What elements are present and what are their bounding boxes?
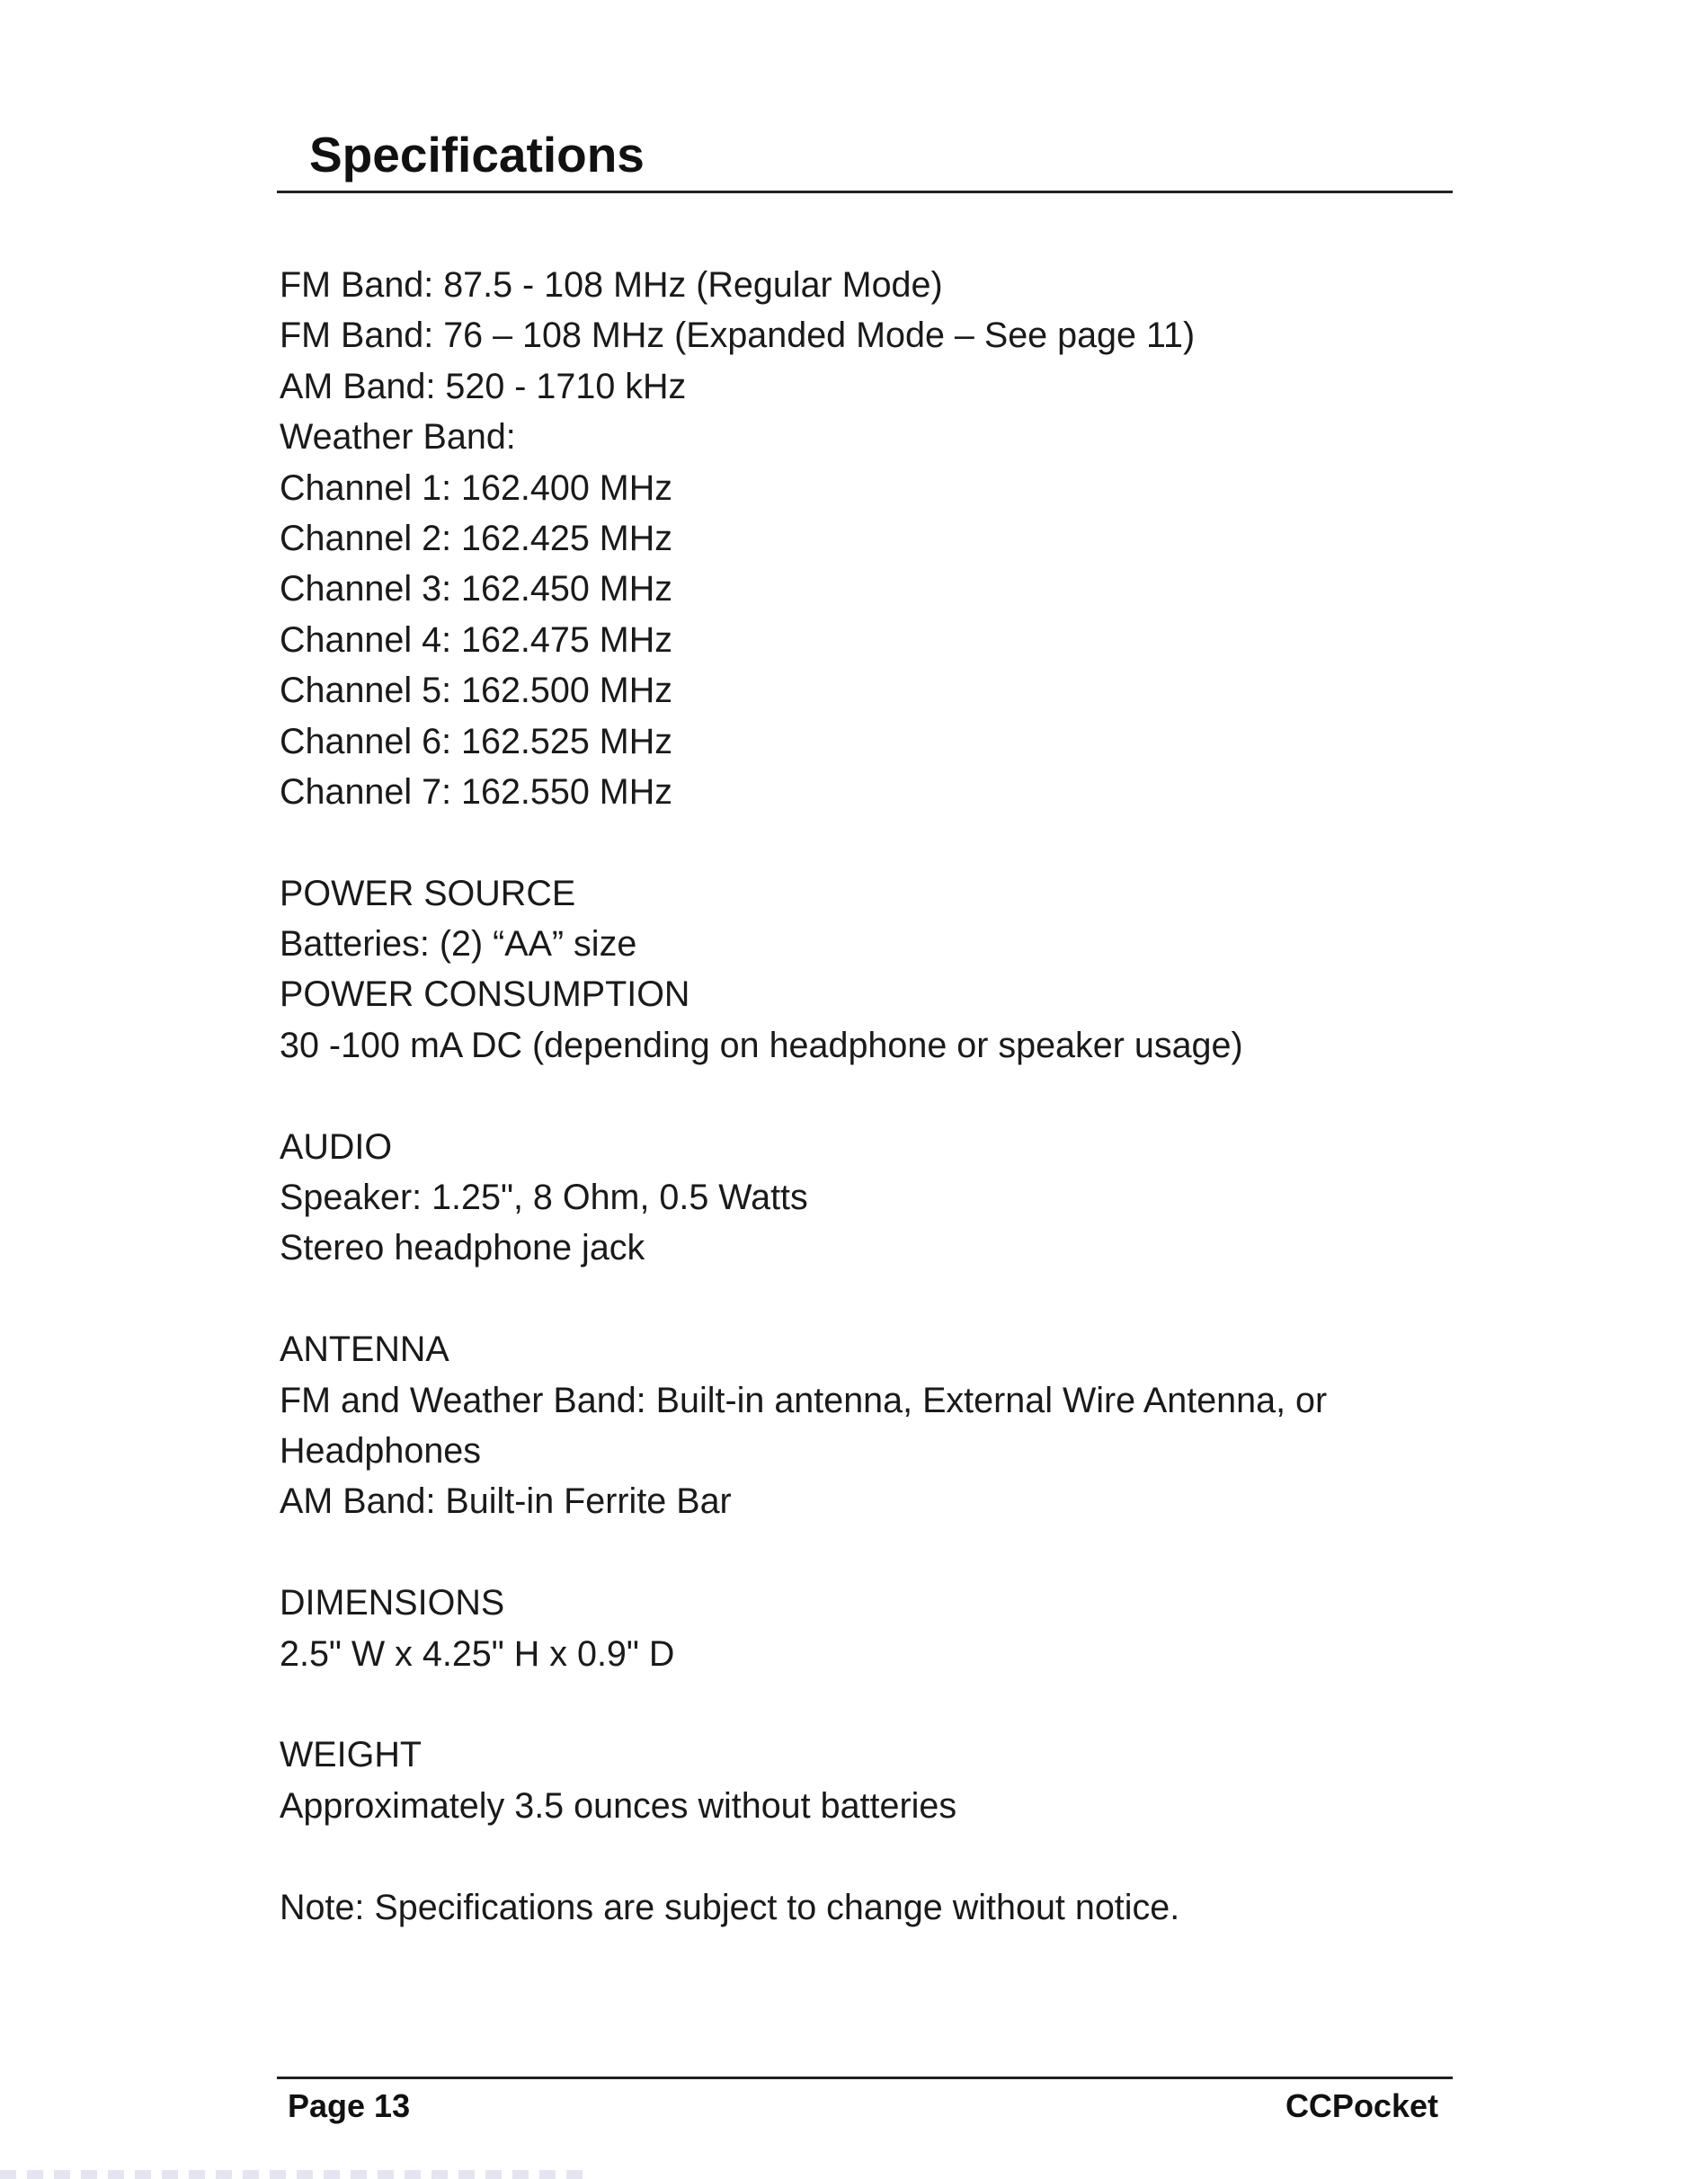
weight-heading: WEIGHT — [280, 1735, 422, 1775]
dimensions-heading: DIMENSIONS — [280, 1583, 505, 1623]
weather-channel: Channel 6: 162.525 MHz — [280, 721, 672, 761]
page-header — [277, 126, 1453, 193]
scan-artifact — [0, 2170, 584, 2179]
spacer — [280, 1831, 1448, 1881]
am-band: AM Band: 520 - 1710 kHz — [280, 366, 687, 406]
power-batteries: Batteries: (2) “AA” size — [280, 924, 637, 965]
weather-channel: Channel 4: 162.475 MHz — [280, 619, 672, 660]
antenna-am: AM Band: Built-in Ferrite Bar — [280, 1481, 732, 1522]
spacer — [280, 1274, 1448, 1324]
dimensions-value: 2.5" W x 4.25" H x 0.9" D — [280, 1633, 675, 1674]
footer-row — [277, 2079, 1453, 2126]
weather-channel: Channel 3: 162.450 MHz — [280, 569, 672, 609]
fm-band-regular: FM Band: 87.5 - 108 MHz (Regular Mode) — [280, 265, 943, 305]
audio-heading: AUDIO — [280, 1126, 393, 1167]
antenna-fm-weather-continued: Headphones — [280, 1430, 482, 1471]
weight-value: Approximately 3.5 ounces without batteries — [280, 1785, 957, 1826]
product-name: CCPocket — [1285, 2087, 1438, 2124]
fm-band-expanded: FM Band: 76 – 108 MHz (Expanded Mode – See page 11) — [280, 316, 1196, 356]
weather-channel: Channel 7: 162.550 MHz — [280, 771, 672, 812]
page-footer — [277, 2077, 1453, 2126]
power-consumption-heading: POWER CONSUMPTION — [280, 974, 690, 1015]
spacer — [280, 1071, 1448, 1121]
weather-band-label: Weather Band: — [280, 417, 516, 458]
power-consumption-value: 30 -100 mA DC (depending on headphone or speaker usage) — [280, 1025, 1243, 1065]
page-number: Page 13 — [288, 2087, 411, 2124]
antenna-heading: ANTENNA — [280, 1330, 449, 1370]
weather-channel: Channel 5: 162.500 MHz — [280, 671, 672, 711]
audio-headphone-jack: Stereo headphone jack — [280, 1228, 645, 1268]
spacer — [280, 1679, 1448, 1730]
antenna-fm-weather: FM and Weather Band: Built-in antenna, External Wire Antenna, or — [280, 1380, 1328, 1420]
title-divider — [277, 191, 1453, 193]
power-source-heading: POWER SOURCE — [280, 873, 576, 913]
weather-channel: Channel 1: 162.400 MHz — [280, 467, 672, 508]
specifications-note: Note: Specifications are subject to change without notice. — [280, 1887, 1180, 1927]
spacer — [280, 1527, 1448, 1578]
spacer — [280, 817, 1448, 867]
audio-speaker: Speaker: 1.25", 8 Ohm, 0.5 Watts — [280, 1178, 808, 1218]
page-title: Specifications — [309, 127, 645, 182]
specifications-body — [280, 260, 1448, 1933]
weather-channel: Channel 2: 162.425 MHz — [280, 518, 672, 558]
